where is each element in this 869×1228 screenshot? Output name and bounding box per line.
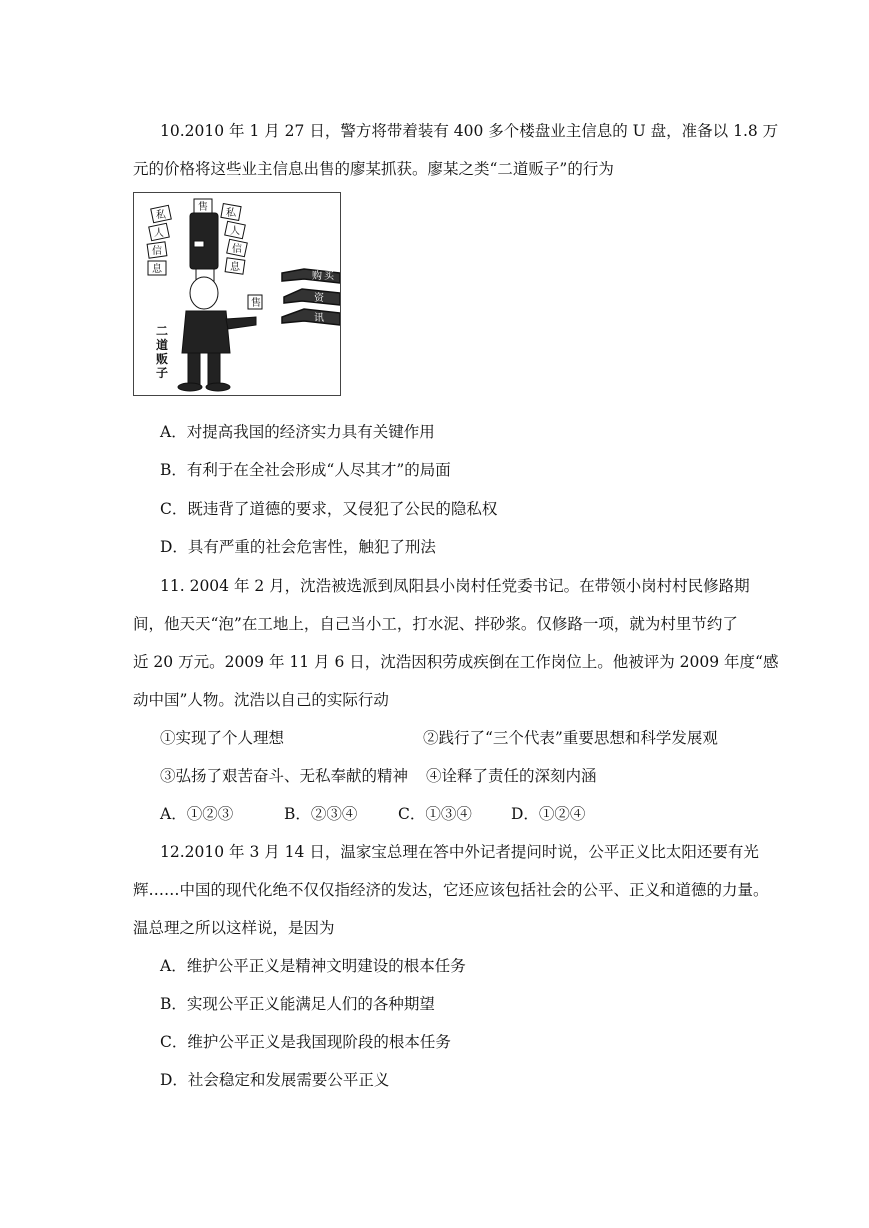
sign-top-3: 人	[230, 226, 240, 237]
q10-cartoon-illustration	[133, 192, 341, 396]
q11-item-3: ③弘扬了艰苦奋斗、无私奉献的精神	[160, 767, 409, 785]
sign-top-1: 售	[198, 202, 208, 213]
q11-item-2: ②践行了“三个代表”重要思想和科学发展观	[423, 729, 718, 747]
caption-char-3: 贩	[156, 352, 169, 366]
sign-top-2: 私	[226, 208, 236, 219]
q11-stem-line-2: 间，他天天“泡”在工地上，自己当小工，打水泥、拌砂浆。仅修路一项，就为村里节约了	[133, 615, 738, 633]
q12-option-a: A．维护公平正义是精神文明建设的根本任务	[160, 957, 466, 975]
sign-left-1: 私	[156, 210, 166, 221]
q11-item-1: ①实现了个人理想	[160, 729, 285, 747]
q11-choice-d: D．①②④	[511, 805, 586, 823]
q10-option-a: A．对提高我国的经济实力具有关键作用	[160, 423, 435, 441]
q11-stem-line-4: 动中国”人物。沈浩以自己的实际行动	[133, 691, 389, 709]
sign-left-4: 息	[152, 264, 162, 275]
q11-stem-line-1: 11. 2004 年 2 月，沈浩被选派到凤阳县小岗村任党委书记。在带领小岗村村民修路期	[160, 577, 750, 595]
sign-right-2: 买	[324, 271, 334, 282]
sign-right-4: 讯	[314, 313, 324, 324]
q10-option-b: B．有利于在全社会形成“人尽其才”的局面	[160, 461, 451, 479]
sign-top-4: 信	[232, 244, 242, 255]
sign-right-1: 购	[312, 271, 322, 282]
sign-left-2: 人	[154, 228, 164, 239]
second-hand-dealer-cartoon	[134, 193, 340, 395]
sign-in-hand: 售	[251, 298, 261, 309]
q11-stem-line-3: 近 20 万元。2009 年 11 月 6 日，沈浩因积劳成疾倒在工作岗位上。他被评为 2009 年度“感	[133, 653, 779, 671]
q10-option-c: C．既违背了道德的要求，又侵犯了公民的隐私权	[160, 500, 498, 518]
q12-stem-line-1: 12.2010 年 3 月 14 日，温家宝总理在答中外记者提问时说，公平正义比太阳还要有光	[160, 843, 759, 861]
caption-char-2: 道	[156, 338, 169, 352]
q12-option-b: B．实现公平正义能满足人们的各种期望	[160, 995, 435, 1013]
q12-stem-line-2: 辉……中国的现代化绝不仅仅指经济的发达，它还应该包括社会的公平、正义和道德的力量。	[133, 881, 769, 899]
q11-item-4: ④诠释了责任的深刻内涵	[426, 767, 597, 785]
sign-left-3: 信	[152, 246, 162, 257]
caption-char-1: 二	[156, 324, 169, 338]
q12-option-c: C．维护公平正义是我国现阶段的根本任务	[160, 1033, 451, 1051]
sign-top-5: 息	[230, 262, 240, 273]
sign-right-3: 资	[314, 293, 324, 304]
q10-stem-line-2: 元的价格将这些业主信息出售的廖某抓获。廖某之类“二道贩子”的行为	[133, 160, 614, 178]
q12-option-d: D．社会稳定和发展需要公平正义	[160, 1071, 390, 1089]
q10-stem-line-1: 10.2010 年 1 月 27 日，警方将带着装有 400 多个楼盘业主信息的 U 盘，准备以 1.8 万	[160, 122, 779, 140]
q11-choice-a: A．①②③	[160, 805, 234, 823]
q12-stem-line-3: 温总理之所以这样说，是因为	[133, 919, 335, 937]
q11-choice-b: B．②③④	[284, 805, 358, 823]
q10-option-d: D．具有严重的社会危害性，触犯了刑法	[160, 538, 436, 556]
q11-choice-c: C．①③④	[398, 805, 472, 823]
caption-char-4: 子	[156, 366, 169, 380]
